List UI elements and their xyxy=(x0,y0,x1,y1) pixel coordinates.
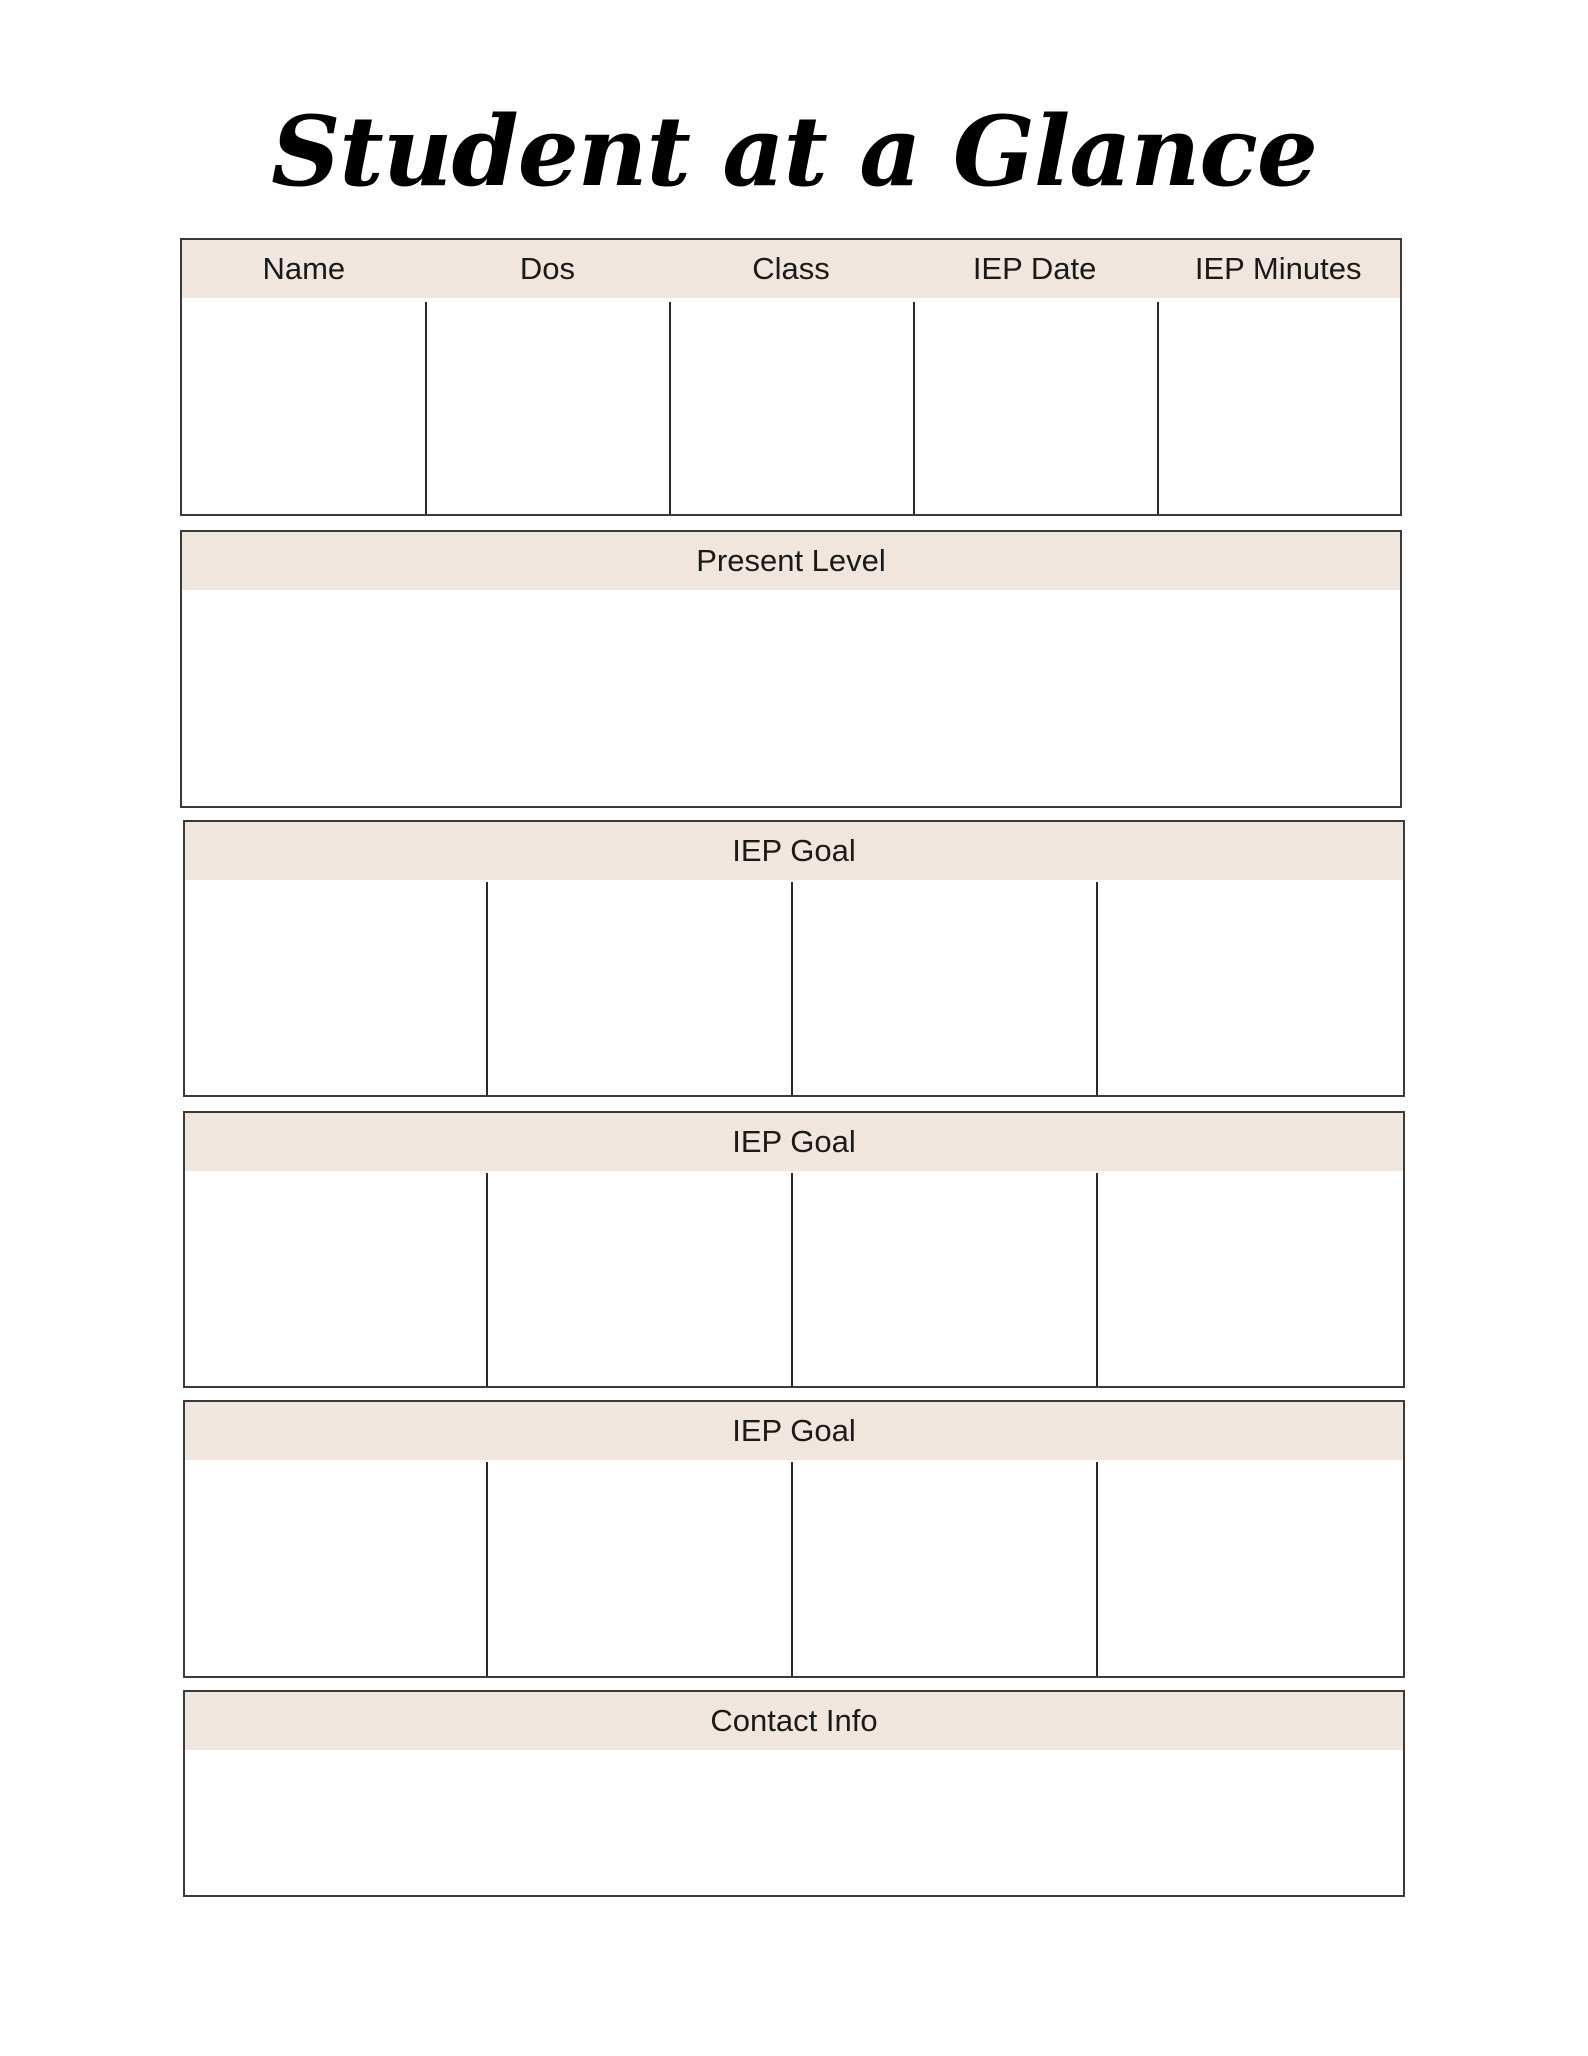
present-level-box xyxy=(180,530,1402,808)
column-divider xyxy=(1096,1173,1098,1386)
column-header-class: Class xyxy=(752,251,830,286)
column-header-iep-minutes: IEP Minutes xyxy=(1194,251,1362,286)
column-divider xyxy=(486,1462,488,1676)
column-divider xyxy=(1096,882,1098,1095)
iep-goal-box xyxy=(183,1400,1405,1678)
column-divider xyxy=(425,302,427,514)
column-header-iep-date: IEP Date xyxy=(972,251,1097,286)
column-divider xyxy=(791,1462,793,1676)
column-divider xyxy=(791,882,793,1095)
column-divider xyxy=(791,1173,793,1386)
student-info-table xyxy=(180,238,1402,516)
contact-info-box xyxy=(183,1690,1405,1897)
column-divider xyxy=(1157,302,1159,514)
column-divider xyxy=(486,882,488,1095)
iep-goal-header: IEP Goal xyxy=(185,822,1403,880)
column-divider xyxy=(913,302,915,514)
column-header-dos: Dos xyxy=(519,251,575,286)
column-divider xyxy=(669,302,671,514)
column-divider xyxy=(1096,1462,1098,1676)
present-level-header: Present Level xyxy=(182,532,1400,590)
iep-goal-header: IEP Goal xyxy=(185,1402,1403,1460)
page-title: Student at a Glance xyxy=(271,95,1317,208)
iep-goal-box xyxy=(183,1111,1405,1388)
column-divider xyxy=(486,1173,488,1386)
student-info-header xyxy=(182,240,1400,298)
column-header-name: Name xyxy=(262,251,346,286)
iep-goal-header: IEP Goal xyxy=(185,1113,1403,1171)
iep-goal-box xyxy=(183,820,1405,1097)
contact-info-header: Contact Info xyxy=(185,1692,1403,1750)
